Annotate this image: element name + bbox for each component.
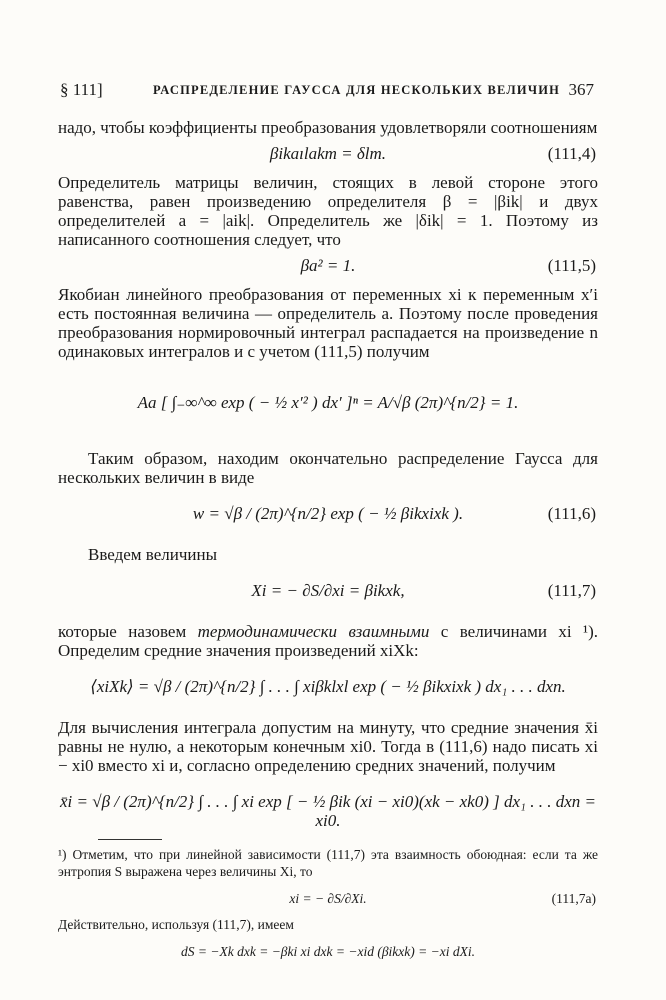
equation-expression: βa² = 1. [300, 256, 356, 275]
equation-number: (111,7a) [551, 891, 596, 906]
paragraph: Якобиан линейного преобразования от переменных xi к переменным x′i есть постоянная величина — определитель a. Поэтому после проведения преобразования нормировочный интеграл распадается на произведение n одинаковых интегралов и с учетом (111,5) получим [58, 285, 598, 361]
header-title: РАСПРЕДЕЛЕНИЕ ГАУССА ДЛЯ НЕСКОЛЬКИХ ВЕЛИЧИН [153, 83, 561, 97]
equation-number: (111,6) [547, 504, 596, 523]
text-run: которые назовем [58, 622, 198, 641]
paragraph: Введем величины [88, 545, 218, 564]
equation-normalization [58, 365, 598, 443]
equation-expression: w = √β / (2π)^{n/2} exp ( − ½ βikxixk ). [192, 504, 464, 523]
paragraph [58, 622, 598, 660]
equation-expression: dS = −Xk dxk = −βki xi dxk = −xid (βikxk) = −xi dXi. [181, 944, 475, 959]
footnote-text: Действительно, используя (111,7), имеем [58, 917, 294, 932]
paragraph: Таким образом, находим окончательно распределение Гаусса для нескольких величин в виде [58, 449, 598, 487]
equation-expression: βikaılakm = δlm. [269, 144, 387, 163]
running-header [58, 80, 598, 108]
equation-111-6 [58, 491, 598, 539]
section-number: § 111] [60, 80, 103, 99]
page-number: 367 [568, 80, 594, 99]
emphasized-term: термодинамически взаимными [197, 622, 430, 641]
equation-number: (111,4) [547, 144, 596, 163]
equation-expression: x̄i = √β / (2π)^{n/2} ∫ . . . ∫ xi exp [ − ½ βik (xi − xi0)(xk − xk0) ] dx₁ . . . dxn = xi0. [60, 792, 596, 830]
paragraph: Определитель матрицы величин, стоящих в левой стороне этого равенства, равен произведению определителя β = |βik| и двух определителей a = |aik|. Определитель же |δik| = 1. Поэтому из написанного соотношения следует, что [58, 173, 598, 249]
equation-mean-value [58, 779, 598, 830]
equation-expression: ⟨xiXk⟩ = √β / (2π)^{n/2} ∫ . . . ∫ xiβklxl exp ( − ½ βikxixk ) dx₁ . . . dxn. [90, 677, 566, 696]
equation-footnote-ds [58, 935, 598, 965]
paragraph: надо, чтобы коэффициенты преобразования удовлетворяли соотношениям [58, 118, 598, 137]
footnote-text: ¹) Отметим, что при линейной зависимости (111,7) эта взаимность обоюдная: если та же энтропия S выражена через величины Xi, то [58, 847, 598, 879]
equation-expression: xi = − ∂S/∂Xi. [289, 891, 367, 906]
equation-number: (111,5) [547, 256, 596, 275]
equation-mean-product [58, 664, 598, 712]
equation-111-4 [58, 141, 598, 167]
equation-expression: Aa [ ∫₋∞^∞ exp ( − ½ x′² ) dx′ ]ⁿ = A/√β (2π)^{n/2} = 1. [137, 393, 519, 412]
equation-111-7 [58, 568, 598, 616]
footnote [58, 846, 598, 965]
equation-number: (111,7) [547, 581, 596, 600]
paragraph: Для вычисления интеграла допустим на минуту, что средние значения x̄i равны не нулю, а некоторым конечным xi0. Тогда в (111,6) надо писать xi − xi0 вместо xi и, согласно определению средних значений, получим [58, 718, 598, 775]
equation-111-7a [58, 882, 598, 912]
equation-111-5 [58, 253, 598, 279]
footnote-rule [98, 839, 162, 840]
equation-expression: Xi = − ∂S/∂xi = βikxk, [251, 581, 405, 600]
page-body [58, 118, 598, 969]
text-run: с величинами xi ¹). Определим средние значения произведений xiXk: [58, 622, 598, 660]
